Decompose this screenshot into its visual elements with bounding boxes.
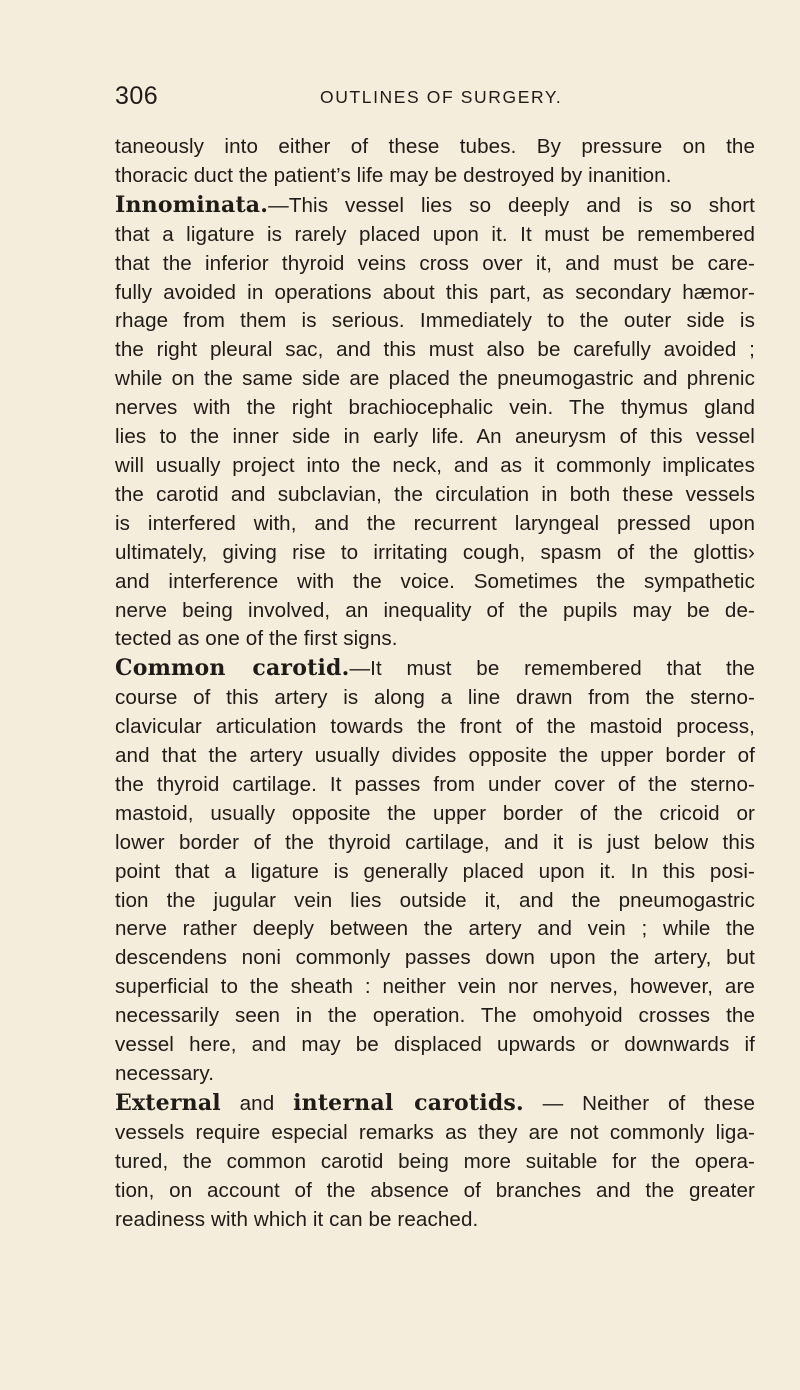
line-text: nerve being involved, an inequality of the pupils may be de-: [115, 598, 755, 622]
line-text: the right pleural sac, and this must also be carefully avoided ;: [115, 338, 755, 362]
section-heading-line: [115, 654, 755, 684]
text-line: [115, 539, 755, 568]
line-text: necessarily seen in the operation. The omohyoid crosses the: [115, 1004, 755, 1028]
line-text: tected as one of the first signs.: [115, 627, 398, 651]
text-line: [115, 481, 755, 510]
text-line: [115, 771, 755, 800]
text-line: [115, 915, 755, 944]
line-text: that the inferior thyroid veins cross over it, and must be care-: [115, 251, 755, 275]
line-text: mastoid, usually opposite the upper border of the cricoid or: [115, 801, 755, 825]
text-line: [115, 684, 755, 713]
body-text: [115, 133, 755, 1234]
line-text: clavicular articulation towards the front of the mastoid process,: [115, 715, 755, 739]
line-text: nerves with the right brachiocephalic vein. The thymus gland: [115, 396, 755, 420]
text-line: [115, 452, 755, 481]
text-line: [115, 742, 755, 771]
page-number: 306: [115, 82, 159, 110]
line-text: thoracic duct the patient’s life may be destroyed by inanition.: [115, 163, 672, 187]
line-text: tion the jugular vein lies outside it, and the pneumogastric: [115, 888, 755, 912]
text-line: [115, 1206, 755, 1235]
text-line: [115, 829, 755, 858]
text-line: [115, 625, 755, 654]
line-text: nerve rather deeply between the artery and vein ; while the: [115, 917, 755, 941]
text-line: [115, 1031, 755, 1060]
line-text: descendens noni commonly passes down upon the artery, but: [115, 946, 755, 970]
text-line: [115, 365, 755, 394]
line-text: taneously into either of these tubes. By pressure on the: [115, 135, 755, 158]
section-heading: External: [115, 1089, 221, 1116]
text-line: [115, 423, 755, 452]
text-line: [115, 1119, 755, 1148]
text-line: [115, 510, 755, 539]
line-text: course of this artery is along a line drawn from the sterno-: [115, 686, 755, 710]
line-text: and interference with the voice. Sometimes the sympathetic: [115, 569, 755, 593]
text-line: [115, 858, 755, 887]
line-text: the thyroid cartilage. It passes from under cover of the sterno-: [115, 772, 755, 796]
line-text: while on the same side are placed the pneumogastric and phrenic: [115, 367, 755, 391]
line-text: and that the artery usually divides opposite the upper border of: [115, 744, 755, 768]
line-text: lies to the inner side in early life. An aneurysm of this vessel: [115, 425, 755, 449]
text-line: [115, 250, 755, 279]
line-text: point that a ligature is generally placed upon it. In this posi-: [115, 859, 755, 883]
heading-connector: and: [220, 1091, 294, 1115]
text-line: [115, 887, 755, 916]
line-text: readiness with which it can be reached.: [115, 1207, 479, 1231]
line-text: ultimately, giving rise to irritating cough, spasm of the glottis›: [115, 540, 755, 564]
line-text: necessary.: [115, 1062, 215, 1085]
line-text: is interfered with, and the recurrent laryngeal pressed upon: [115, 511, 755, 535]
line-text: fully avoided in operations about this part, as secondary hæmor-: [115, 280, 755, 304]
text-line: [115, 973, 755, 1002]
line-text: will usually project into the neck, and as it commonly implicates: [115, 453, 755, 477]
text-line: [115, 597, 755, 626]
text-line: [115, 713, 755, 742]
text-line: [115, 568, 755, 597]
text-line: [115, 1060, 755, 1089]
text-line: [115, 1148, 755, 1177]
text-line: [115, 944, 755, 973]
text-line: [115, 394, 755, 423]
section-heading: Common carotid.: [115, 655, 350, 682]
line-text: —This vessel lies so deeply and is so short: [268, 193, 755, 217]
line-text: —It must be remembered that the: [349, 657, 755, 681]
text-line: [115, 221, 755, 250]
line-text: that a ligature is rarely placed upon it. It must be remembered: [115, 222, 755, 246]
text-line: [115, 336, 755, 365]
line-text: vessels require especial remarks as they are not commonly liga-: [115, 1120, 755, 1144]
line-text: rhage from them is serious. Immediately to the outer side is: [115, 309, 755, 333]
text-line: [115, 1177, 755, 1206]
text-line: [115, 800, 755, 829]
text-line: [115, 162, 755, 191]
line-text: vessel here, and may be displaced upwards or downwards if: [115, 1033, 755, 1057]
text-line: [115, 133, 755, 162]
text-line: [115, 279, 755, 308]
line-text: tured, the common carotid being more suitable for the opera-: [115, 1149, 755, 1173]
section-heading-line: [115, 191, 755, 221]
section-heading-line: [115, 1089, 755, 1119]
line-text: superficial to the sheath : neither vein nor nerves, however, are: [115, 975, 755, 999]
text-line: [115, 1002, 755, 1031]
page-header: [115, 82, 755, 112]
line-text: the carotid and subclavian, the circulation in both these vessels: [115, 482, 755, 506]
line-text: — Neither of these: [523, 1091, 755, 1115]
running-head: OUTLINES OF SURGERY.: [320, 87, 563, 107]
line-text: lower border of the thyroid cartilage, and it is just below this: [115, 830, 755, 854]
line-text: tion, on account of the absence of branches and the greater: [115, 1178, 755, 1202]
section-heading: Innominata.: [115, 191, 269, 218]
text-line: [115, 307, 755, 336]
section-heading: internal carotids.: [293, 1089, 524, 1116]
